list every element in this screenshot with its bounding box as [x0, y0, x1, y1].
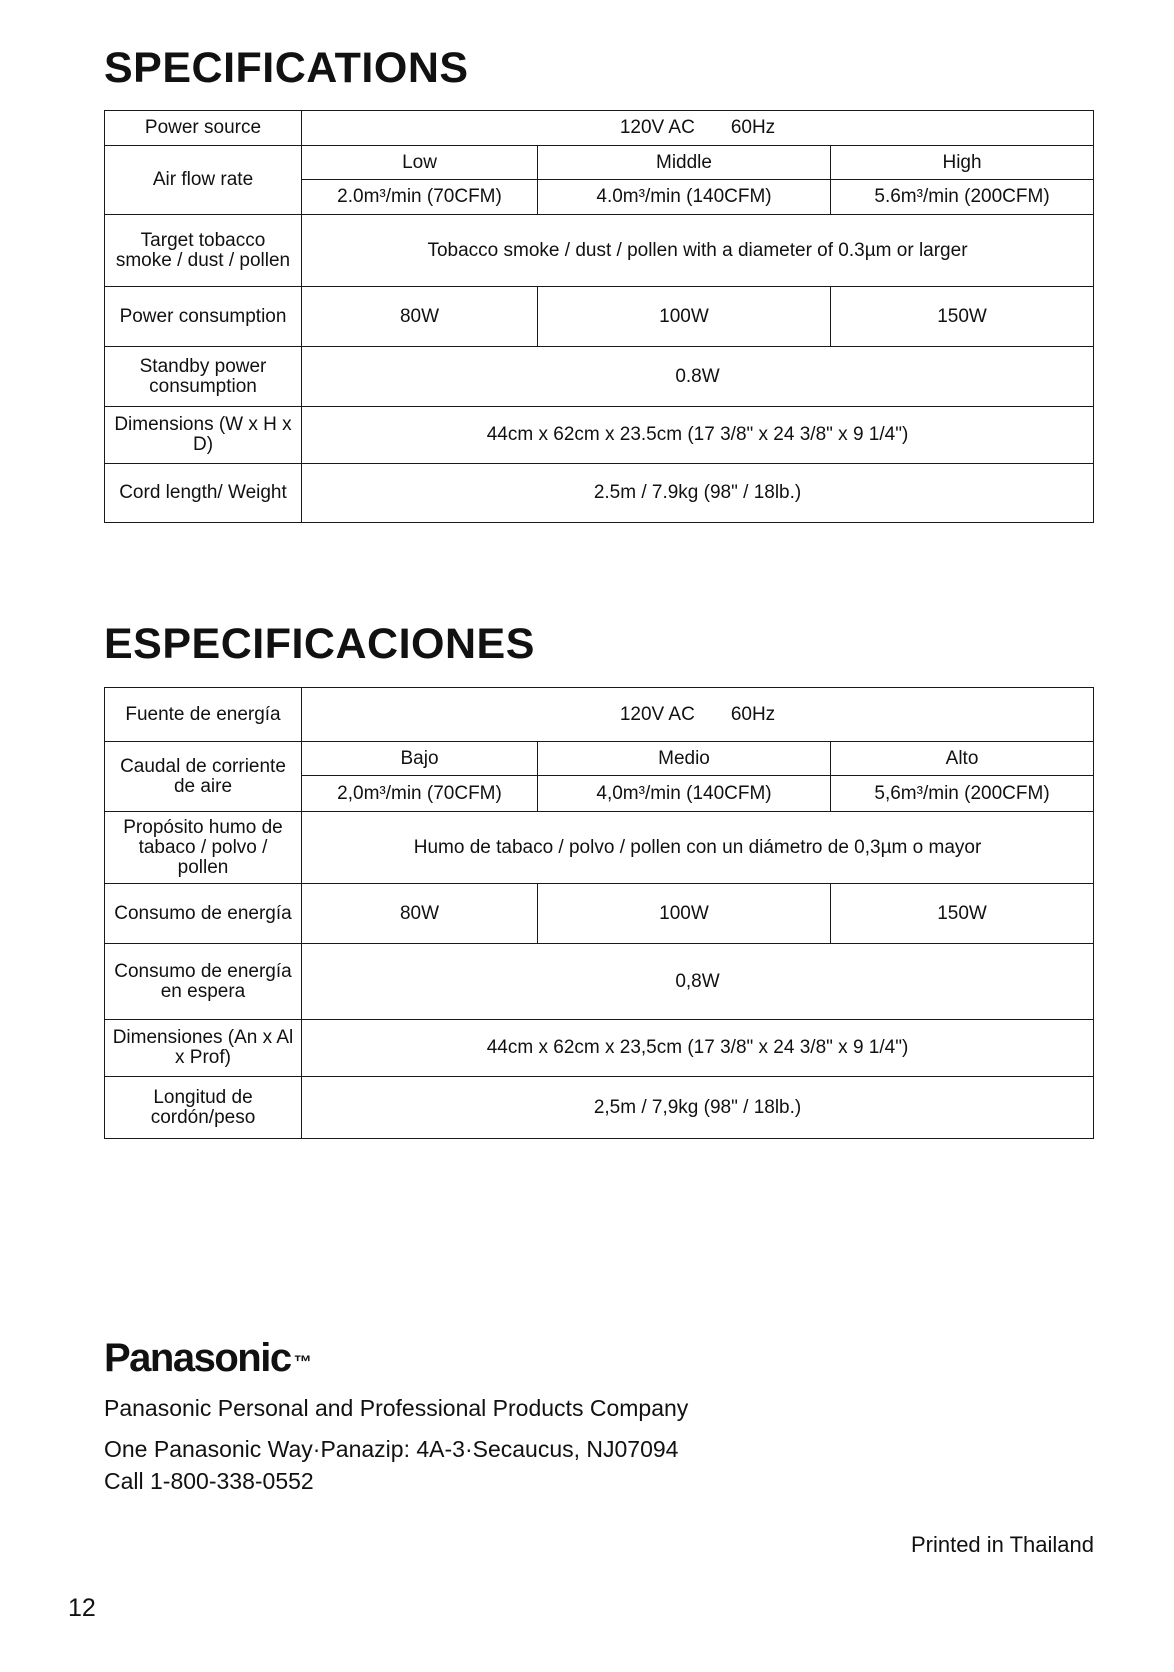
air-flow-rate-middle: 4.0m³/min (140CFM) [538, 180, 831, 215]
cord-weight-label: Cord length/ Weight [105, 464, 302, 523]
specifications-table [104, 110, 1094, 523]
standby-value: 0.8W [302, 347, 1094, 407]
target-label: Target tobacco smoke / dust / pollen [105, 215, 302, 287]
air-flow-rate-high: 5,6m³/min (200CFM) [831, 776, 1094, 812]
cord-weight-value: 2,5m / 7,9kg (98" / 18lb.) [302, 1077, 1094, 1139]
power-source-value [302, 111, 1094, 146]
air-flow-level-high: High [831, 146, 1094, 180]
air-flow-rate-low: 2,0m³/min (70CFM) [302, 776, 538, 812]
voltage-value: 120V AC [619, 117, 695, 138]
air-flow-level-high: Alto [831, 742, 1094, 776]
air-flow-level-low: Low [302, 146, 538, 180]
brand-name: Panasonic [104, 1336, 291, 1380]
power-consumption-label: Consumo de energía [105, 884, 302, 944]
air-flow-label: Air flow rate [105, 146, 302, 215]
air-flow-rate-middle: 4,0m³/min (140CFM) [538, 776, 831, 812]
voltage-value: 120V AC [619, 703, 695, 725]
power-consumption-label: Power consumption [105, 287, 302, 347]
standby-label: Standby power consumption [105, 347, 302, 407]
cord-weight-value: 2.5m / 7.9kg (98" / 18lb.) [302, 464, 1094, 523]
company-address: One Panasonic Way·Panazip: 4A-3·Secaucus, NJ07094 [104, 1436, 679, 1462]
dimensions-label: Dimensiones (An x Al x Prof) [105, 1020, 302, 1077]
target-label: Propósito humo de tabaco / polvo / pollen [105, 812, 302, 884]
specifications-heading: SPECIFICATIONS [104, 44, 469, 92]
power-source-value [302, 688, 1094, 742]
company-name: Panasonic Personal and Professional Products Company [104, 1395, 689, 1421]
trademark-icon: ™ [293, 1352, 312, 1372]
dimensions-label: Dimensions (W x H x D) [105, 407, 302, 464]
dimensions-value: 44cm x 62cm x 23.5cm (17 3/8" x 24 3/8" x 9 1/4") [302, 407, 1094, 464]
printed-in: Printed in Thailand [910, 1532, 1094, 1557]
company-phone: Call 1-800-338-0552 [104, 1468, 314, 1494]
power-consumption-high: 150W [831, 884, 1094, 944]
power-consumption-low: 80W [302, 884, 538, 944]
panasonic-logo [104, 1336, 312, 1381]
power-consumption-high: 150W [831, 287, 1094, 347]
air-flow-level-middle: Medio [538, 742, 831, 776]
dimensions-value: 44cm x 62cm x 23,5cm (17 3/8" x 24 3/8" x 9 1/4") [302, 1020, 1094, 1077]
air-flow-rate-low: 2.0m³/min (70CFM) [302, 180, 538, 215]
air-flow-level-middle: Middle [538, 146, 831, 180]
power-consumption-middle: 100W [538, 884, 831, 944]
air-flow-rate-high: 5.6m³/min (200CFM) [831, 180, 1094, 215]
power-consumption-low: 80W [302, 287, 538, 347]
air-flow-level-low: Bajo [302, 742, 538, 776]
power-consumption-middle: 100W [538, 287, 831, 347]
standby-value: 0,8W [302, 944, 1094, 1020]
page-number: 12 [68, 1594, 96, 1622]
power-source-label: Fuente de energía [105, 688, 302, 742]
especificaciones-heading: ESPECIFICACIONES [104, 620, 535, 668]
standby-label: Consumo de energía en espera [105, 944, 302, 1020]
power-source-label: Power source [105, 111, 302, 146]
frequency-value: 60Hz [730, 117, 776, 138]
target-value: Humo de tabaco / polvo / pollen con un diámetro de 0,3µm o mayor [302, 812, 1094, 884]
target-value: Tobacco smoke / dust / pollen with a diameter of 0.3µm or larger [302, 215, 1094, 287]
frequency-value: 60Hz [730, 703, 776, 725]
air-flow-label: Caudal de corriente de aire [105, 742, 302, 812]
cord-weight-label: Longitud de cordón/peso [105, 1077, 302, 1139]
especificaciones-table [104, 687, 1094, 1139]
